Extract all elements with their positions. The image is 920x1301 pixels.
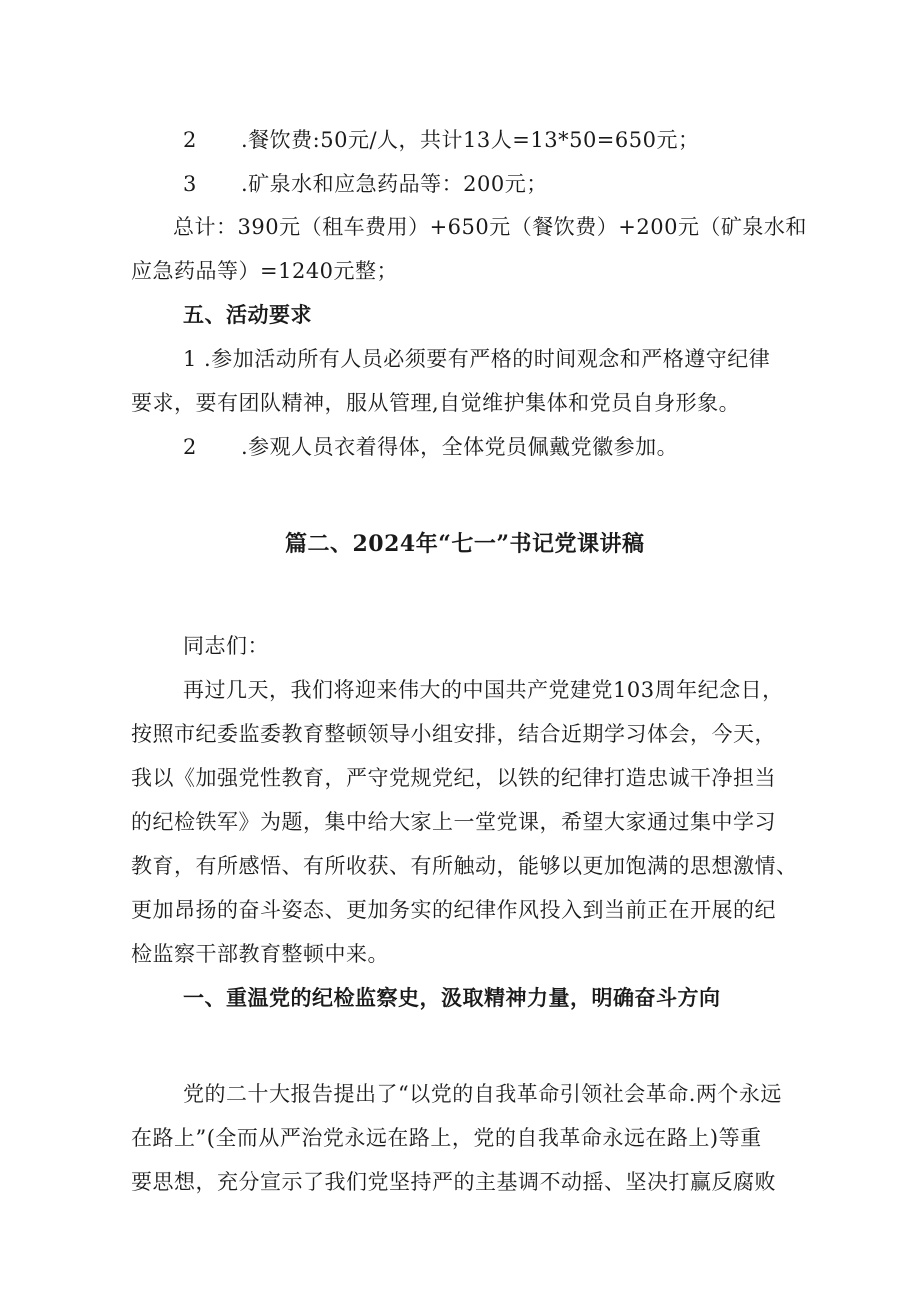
item-text: .餐饮费:50元/人，共计13人=13*50=650元； [241, 128, 700, 152]
item-number: 2 [183, 128, 197, 152]
budget-total-line-2: 应急药品等）=1240元整； [131, 259, 399, 283]
paragraph-1-line: 按照市纪委监委教育整顿领导小组安排，结合近期学习体会，今天， [131, 722, 776, 746]
paragraph-1-line: 我以《加强党性教育，严守党规党纪，以铁的纪律打造忠诚干净担当 [131, 766, 776, 790]
budget-item-2 [183, 124, 700, 154]
item-number: 3 [183, 172, 197, 196]
requirement-1-line-1: 1 .参加活动所有人员必须要有严格的时间观念和严格遵守纪律 [183, 347, 771, 371]
paragraph-1-line: 再过几天，我们将迎来伟大的中国共产党建党103周年纪念日， [183, 678, 784, 702]
paragraph-2-line: 在路上”(全而从严治党永远在路上，党的自我革命永远在路上)等重 [131, 1126, 762, 1150]
requirement-2 [183, 431, 678, 461]
paragraph-1-line: 检监察干部教育整顿中来。 [131, 942, 389, 966]
paragraph-1-line: 更加昂扬的奋斗姿态、更加务实的纪律作风投入到当前正在开展的纪 [131, 898, 776, 922]
paragraph-2-line: 党的二十大报告提出了“以党的自我革命引领社会革命.两个永远 [183, 1082, 782, 1106]
item-text: .矿泉水和应急药品等：200元； [241, 172, 548, 196]
article-title: 篇二、2024年“七一”书记党课讲稿 [285, 531, 645, 557]
budget-item-3 [183, 168, 548, 198]
item-number: 2 [183, 435, 197, 459]
paragraph-1-line: 教育，有所感悟、有所收获、有所触动，能够以更加饱满的思想激情、 [131, 854, 798, 878]
paragraph-1-line: 的纪检铁军》为题，集中给大家上一堂党课，希望大家通过集中学习 [131, 810, 776, 834]
section-heading-requirements: 五、活动要求 [183, 302, 312, 327]
budget-total-line-1: 总计：390元（租车费用）+650元（餐饮费）+200元（矿泉水和 [173, 215, 807, 239]
paragraph-2-line: 要思想，充分宣示了我们党坚持严的主基调不动摇、坚决打赢反腐败 [131, 1170, 776, 1194]
section-heading-history: 一、重温党的纪检监察史，汲取精神力量，明确奋斗方向 [183, 985, 721, 1010]
requirement-1-line-2: 要求，要有团队精神，服从管理,自觉维护集体和党员自身形象。 [131, 391, 741, 415]
item-text: .参观人员衣着得体，全体党员佩戴党徽参加。 [241, 435, 679, 459]
greeting: 同志们： [183, 634, 269, 658]
